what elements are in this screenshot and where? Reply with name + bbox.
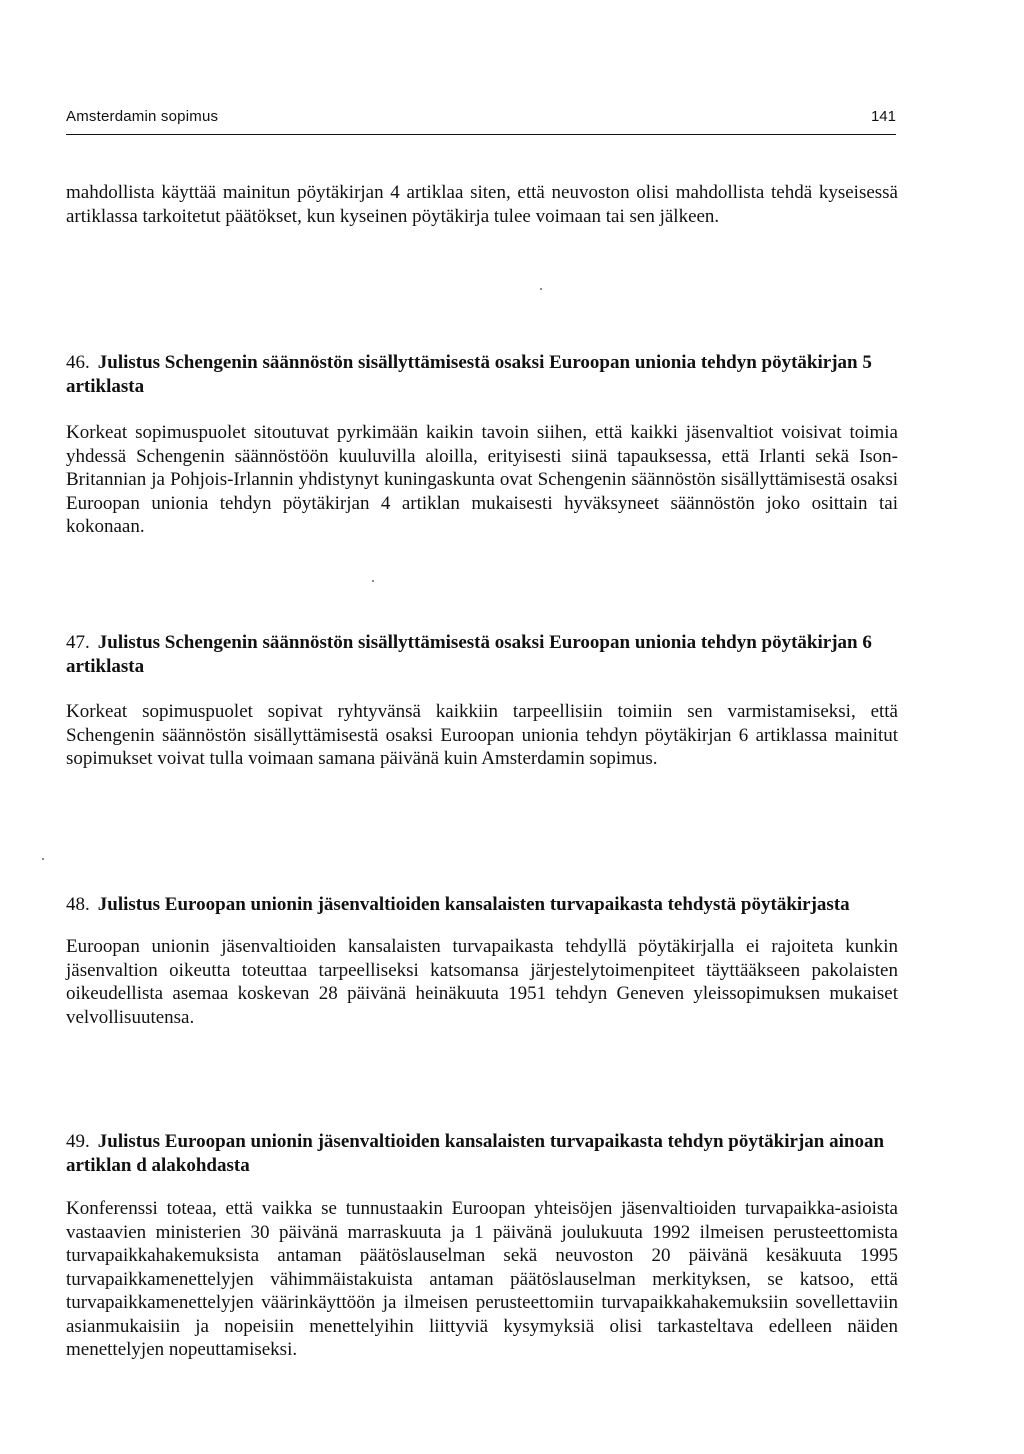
section-heading-49 [66,1130,898,1177]
page-number: 141 [870,108,896,125]
section-body-49: Konferenssi toteaa, että vaikka se tunnustaakin Euroopan yhteisöjen jäsenvaltioiden turvapaikka-asioista vastaavien ministerien 30 päivänä marraskuuta ja 1 päivänä joulukuuta 1992 ilmeisen perusteettomista turvapaikkahakemuksista antaman päätöslauselman sekä neuvoston 20 päivänä kesäkuuta 1995 turvapaikkamenettelyjen vähimmäistakuista antaman päätöslauselman merkityksen, se katsoo, että turvapaikkamenettelyjen väärinkäyttöön ja ilmeisen perusteettomiin turvapaikkahakemuksiin sovellettaviin asianmukaisiin ja nopeisiin menettelyihin liittyviä kysymyksiä olisi tarkasteltava edelleen näiden menettelyjen nopeuttamiseksi. [66,1198,898,1360]
running-header [66,108,896,135]
section-heading-46 [66,351,898,398]
section-heading-47 [66,631,898,678]
section-number: 49. [66,1131,90,1152]
section-number: 46. [66,352,90,373]
section-number: 48. [66,894,90,915]
section-heading-text: Julistus Euroopan unionin jäsenvaltioiden kansalaisten turvapaikasta tehdyn pöytäkirjan ainoan artiklan d alakohdasta [66,1131,885,1176]
section-heading-48 [66,893,898,917]
scan-speck [42,858,44,860]
scan-speck [540,288,542,290]
scan-speck [372,580,374,582]
section-body-48: Euroopan unionin jäsenvaltioiden kansalaisten turvapaikasta tehdyllä pöytäkirjalla ei rajoiteta kunkin jäsenvaltion oikeutta toteuttaa tarpeelliseksi katsomansa järjestelytoimenpiteet täyttääkseen pakolaisten oikeudellista asemaa koskevan 28 päivänä heinäkuuta 1951 tehdyn Geneven yleissopimuksen mukaiset velvollisuutensa. [66,936,898,1028]
section-heading-text: Julistus Euroopan unionin jäsenvaltioiden kansalaisten turvapaikasta tehdystä pöytäkirjasta [97,894,850,915]
section-body-46: Korkeat sopimuspuolet sitoutuvat pyrkimään kaikin tavoin siihen, että kaikki jäsenvaltiot voisivat toimia yhdessä Schengenin säännöstöön kuuluvilla aloilla, erityisesti siinä tapauksessa, että Irlanti sekä Ison-Britannian ja Pohjois-Irlannin yhdistynyt kuningaskunta ovat Schengenin säännöstön sisällyttämisestä osaksi Euroopan unionia tehdyn pöytäkirjan 4 artiklan mukaisesti hyväksyneet säännöstön joko osittain tai kokonaan. [66,422,898,537]
section-heading-text: Julistus Schengenin säännöstön sisällyttämisestä osaksi Euroopan unionia tehdyn pöytäkirjan 6 artiklasta [66,632,872,677]
section-number: 47. [66,632,90,653]
running-title: Amsterdamin sopimus [66,108,219,125]
section-body-47: Korkeat sopimuspuolet sopivat ryhtyvänsä kaikkiin tarpeellisiin toimiin sen varmistamiseksi, että Schengenin säännöstön sisällyttämisestä osaksi Euroopan unionia tehdyn pöytäkirjan 6 artiklassa mainitut sopimukset voivat tulla voimaan samana päivänä kuin Amsterdamin sopimus. [66,701,898,769]
intro-paragraph: mahdollista käyttää mainitun pöytäkirjan 4 artiklaa siten, että neuvoston olisi mahdollista tehdä kyseisessä artiklassa tarkoitetut päätökset, kun kyseinen pöytäkirja tulee voimaan tai sen jälkeen. [66,182,898,227]
document-page [66,0,898,1454]
section-heading-text: Julistus Schengenin säännöstön sisällyttämisestä osaksi Euroopan unionia tehdyn pöytäkirjan 5 artiklasta [66,352,872,397]
